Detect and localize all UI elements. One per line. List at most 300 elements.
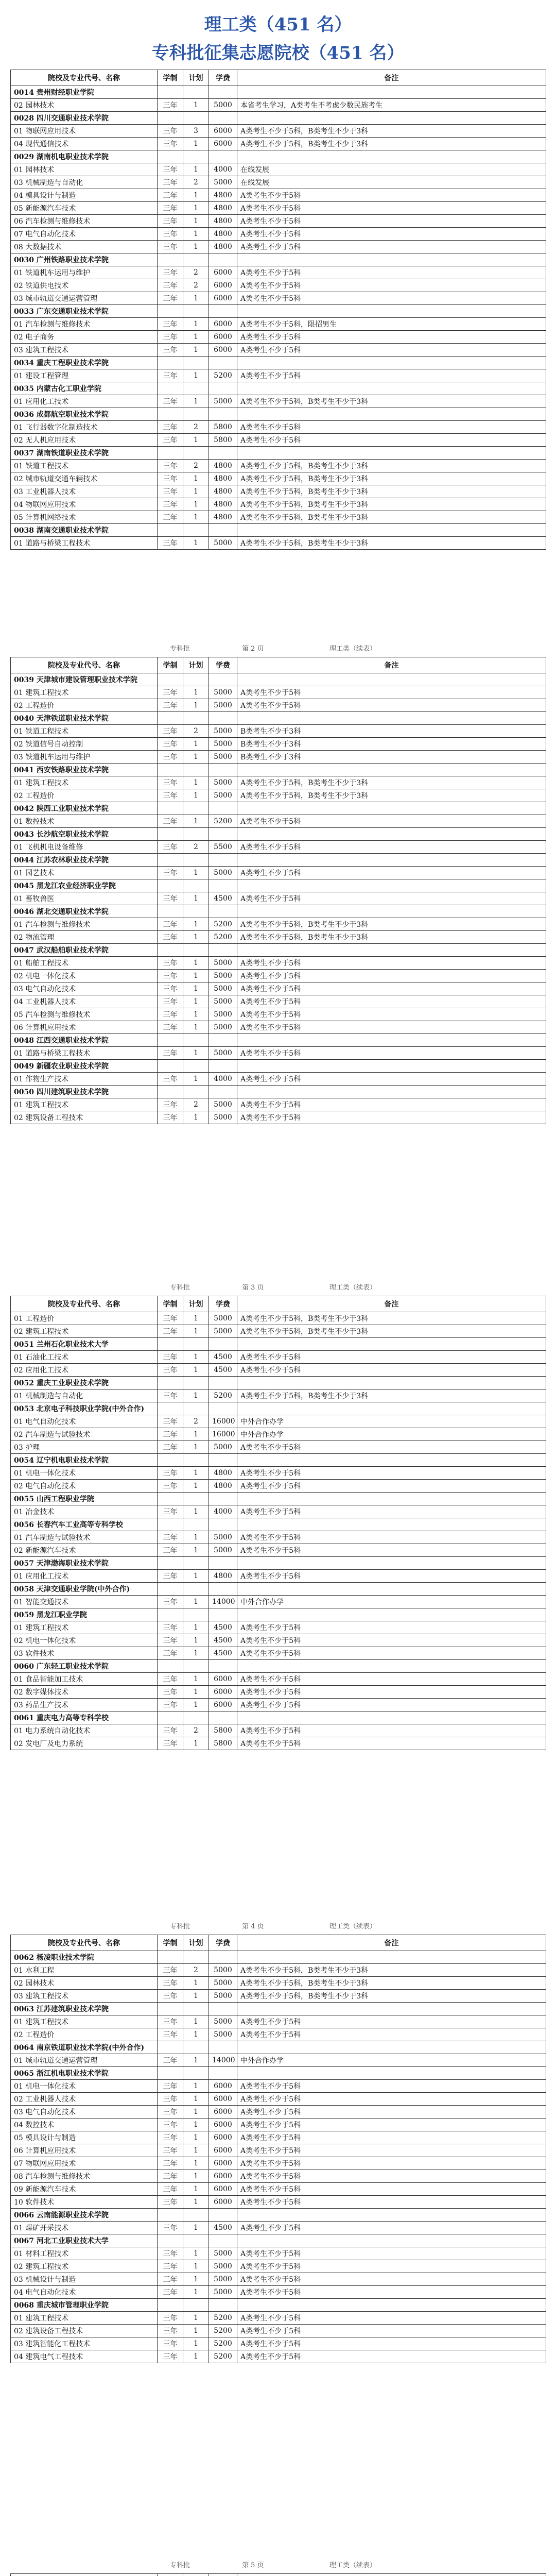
program-name: 0059 黑龙江职业学院 — [11, 1608, 158, 1621]
school-row — [11, 712, 546, 725]
program-name: 01 园林技术 — [11, 163, 158, 176]
table-row — [11, 1021, 546, 1034]
tuition: 6000 — [209, 2170, 237, 2183]
quota — [183, 673, 209, 686]
school-row — [11, 408, 546, 421]
school-row — [11, 447, 546, 460]
quota: 1 — [183, 99, 209, 112]
school-row — [11, 1583, 546, 1596]
quota — [183, 357, 209, 369]
table-row — [11, 1964, 546, 1977]
program-name: 04 工业机器人技术 — [11, 995, 158, 1008]
quota — [183, 1454, 209, 1467]
admission-table — [10, 1296, 546, 1750]
tuition: 4800 — [209, 1467, 237, 1480]
quota: 1 — [183, 331, 209, 344]
program-name: 01 飞行器数字化制造技术 — [11, 421, 158, 434]
duration: 三年 — [158, 1596, 183, 1608]
remarks: A类考生不少于5科 — [237, 982, 546, 995]
table-row — [11, 1428, 546, 1441]
remarks: A类考生不少于5科 — [237, 892, 546, 905]
tuition: 16000 — [209, 1415, 237, 1428]
tuition: 5000 — [209, 1098, 237, 1111]
program-name: 02 物流管理 — [11, 931, 158, 944]
table-row — [11, 841, 546, 854]
remarks: A类考生不少于5科 — [237, 1686, 546, 1699]
tuition — [209, 828, 237, 841]
duration — [158, 357, 183, 369]
table-row — [11, 2273, 546, 2286]
remarks — [237, 1518, 546, 1531]
remarks — [237, 712, 546, 725]
tuition: 6000 — [209, 1699, 237, 1711]
duration — [158, 802, 183, 815]
tuition: 6000 — [209, 2157, 237, 2170]
program-name: 04 现代通信技术 — [11, 138, 158, 150]
duration: 三年 — [158, 892, 183, 905]
quota: 1 — [183, 1686, 209, 1699]
school-row — [11, 2299, 546, 2312]
school-row — [11, 2003, 546, 2015]
tuition: 16000 — [209, 1428, 237, 1441]
quota: 1 — [183, 1428, 209, 1441]
remarks: A类考生不少于5科 — [237, 1647, 546, 1660]
program-name: 01 建设工程管理 — [11, 369, 158, 382]
quota: 1 — [183, 2157, 209, 2170]
duration: 三年 — [158, 957, 183, 970]
program-name: 0043 长沙航空职业技术学院 — [11, 828, 158, 841]
program-name: 0067 河北工业职业技术大学 — [11, 2234, 158, 2247]
duration — [158, 1454, 183, 1467]
program-name: 01 城市轨道交通运营管理 — [11, 2054, 158, 2067]
program-name: 01 电力系统自动化技术 — [11, 1724, 158, 1737]
remarks: A类考生不少于5科 — [237, 2196, 546, 2209]
remarks — [237, 1060, 546, 1073]
quota: 1 — [183, 163, 209, 176]
remarks: A类考生不少于5科 — [237, 1531, 546, 1544]
tuition: 5000 — [209, 982, 237, 995]
duration: 三年 — [158, 1990, 183, 2003]
tuition — [209, 112, 237, 125]
table-row — [11, 485, 546, 498]
duration: 三年 — [158, 1699, 183, 1711]
duration: 三年 — [158, 472, 183, 485]
duration — [158, 828, 183, 841]
table-row — [11, 957, 546, 970]
tuition: 5000 — [209, 1977, 237, 1990]
table-row — [11, 202, 546, 215]
duration: 三年 — [158, 485, 183, 498]
duration: 三年 — [158, 995, 183, 1008]
remarks: A类考生不少于5科，B类考生不少于3科 — [237, 511, 546, 524]
quota: 1 — [183, 1737, 209, 1750]
remarks: A类考生不少于5科，B类考生不少于3科 — [237, 125, 546, 138]
tuition: 4000 — [209, 163, 237, 176]
program-name: 01 道路与桥梁工程技术 — [11, 537, 158, 550]
program-name: 01 煤矿开采技术 — [11, 2222, 158, 2234]
tuition: 5200 — [209, 2337, 237, 2350]
tuition: 5000 — [209, 867, 237, 879]
program-name: 0063 江苏建筑职业技术学院 — [11, 2003, 158, 2015]
duration: 三年 — [158, 2286, 183, 2299]
quota: 1 — [183, 1977, 209, 1990]
school-row — [11, 1493, 546, 1505]
duration: 三年 — [158, 1480, 183, 1493]
table-row — [11, 163, 546, 176]
remarks — [237, 854, 546, 867]
school-row — [11, 253, 546, 266]
table-row — [11, 2247, 546, 2260]
admission-table — [10, 657, 546, 1124]
quota — [183, 2067, 209, 2080]
duration: 三年 — [158, 1737, 183, 1750]
table-row — [11, 1647, 546, 1660]
tuition: 5000 — [209, 395, 237, 408]
program-name: 02 工程造价 — [11, 699, 158, 712]
quota: 1 — [183, 776, 209, 789]
table-row — [11, 2337, 546, 2350]
quota: 2 — [183, 725, 209, 738]
table-row — [11, 434, 546, 447]
duration: 三年 — [158, 2337, 183, 2350]
table-row — [11, 2170, 546, 2183]
remarks: A类考生不少于5科 — [237, 2131, 546, 2144]
duration: 三年 — [158, 2015, 183, 2028]
quota: 1 — [183, 241, 209, 253]
duration — [158, 944, 183, 957]
quota — [183, 802, 209, 815]
tuition: 6000 — [209, 125, 237, 138]
table-row — [11, 1047, 546, 1060]
tuition: 14000 — [209, 2054, 237, 2067]
tuition: 5000 — [209, 725, 237, 738]
column-header: 学制 — [158, 657, 183, 673]
duration: 三年 — [158, 2119, 183, 2131]
duration: 三年 — [158, 1111, 183, 1124]
remarks: A类考生不少于5科 — [237, 1073, 546, 1086]
program-name: 05 新能源汽车技术 — [11, 202, 158, 215]
quota: 1 — [183, 472, 209, 485]
page-number: 第 4 页 — [242, 1923, 264, 1930]
table-row — [11, 1977, 546, 1990]
tuition: 5000 — [209, 1544, 237, 1557]
quota: 2 — [183, 841, 209, 854]
remarks: A类考生不少于5科，B类考生不少于3科 — [237, 1312, 546, 1325]
tuition: 5000 — [209, 2028, 237, 2041]
duration: 三年 — [158, 1724, 183, 1737]
program-name: 02 无人机应用技术 — [11, 434, 158, 447]
program-name: 10 软件技术 — [11, 2196, 158, 2209]
duration: 三年 — [158, 344, 183, 357]
quota: 2 — [183, 421, 209, 434]
program-name: 02 新能源汽车技术 — [11, 1544, 158, 1557]
table-header-row — [11, 657, 546, 673]
program-name: 03 建筑工程技术 — [11, 344, 158, 357]
program-name: 03 软件技术 — [11, 1647, 158, 1660]
duration — [158, 2299, 183, 2312]
duration: 三年 — [158, 215, 183, 228]
remarks: A类考生不少于5科 — [237, 1441, 546, 1454]
remarks — [237, 408, 546, 421]
table-row — [11, 215, 546, 228]
quota: 1 — [183, 1008, 209, 1021]
tuition — [209, 2299, 237, 2312]
program-name: 01 船舶工程技术 — [11, 957, 158, 970]
table-row — [11, 1686, 546, 1699]
duration: 三年 — [158, 970, 183, 982]
program-name: 03 建筑智能化工程技术 — [11, 2337, 158, 2350]
table-row — [11, 498, 546, 511]
quota: 1 — [183, 1467, 209, 1480]
column-header: 学费 — [209, 70, 237, 86]
quota: 1 — [183, 511, 209, 524]
program-name: 0047 武汉船舶职业技术学院 — [11, 944, 158, 957]
tuition: 5000 — [209, 776, 237, 789]
quota: 1 — [183, 2183, 209, 2196]
duration — [158, 1034, 183, 1047]
school-row — [11, 1454, 546, 1467]
duration: 三年 — [158, 434, 183, 447]
remarks: A类考生不少于5科 — [237, 1621, 546, 1634]
quota: 1 — [183, 918, 209, 931]
program-name: 0054 辽宁机电职业技术学院 — [11, 1454, 158, 1467]
remarks: A类考生不少于5科 — [237, 266, 546, 279]
program-name: 04 模具设计与制造 — [11, 189, 158, 202]
quota — [183, 382, 209, 395]
table-row — [11, 1008, 546, 1021]
quota: 1 — [183, 815, 209, 828]
program-name: 0036 成都航空职业技术学院 — [11, 408, 158, 421]
program-name: 0042 陕西工业职业技术学院 — [11, 802, 158, 815]
duration: 三年 — [158, 1467, 183, 1480]
column-header: 学制 — [158, 1935, 183, 1951]
program-name: 0049 新疆农业职业技术学院 — [11, 1060, 158, 1073]
program-name: 01 畜牧兽医 — [11, 892, 158, 905]
program-name: 0066 云南能源职业技术学院 — [11, 2209, 158, 2222]
table-row — [11, 421, 546, 434]
school-row — [11, 2067, 546, 2080]
page-header-left: 专科批 — [170, 1923, 190, 1930]
program-name: 0029 湖南机电职业技术学院 — [11, 150, 158, 163]
duration: 三年 — [158, 369, 183, 382]
duration: 三年 — [158, 918, 183, 931]
duration: 三年 — [158, 789, 183, 802]
duration: 三年 — [158, 931, 183, 944]
remarks: A类考生不少于5科 — [237, 867, 546, 879]
table-row — [11, 1480, 546, 1493]
tuition: 4800 — [209, 189, 237, 202]
quota: 1 — [183, 2325, 209, 2337]
table-row — [11, 279, 546, 292]
duration: 三年 — [158, 1505, 183, 1518]
quota: 1 — [183, 2080, 209, 2093]
duration: 三年 — [158, 2170, 183, 2183]
table-row — [11, 1073, 546, 1086]
quota — [183, 854, 209, 867]
quota: 1 — [183, 138, 209, 150]
tuition: 4800 — [209, 460, 237, 472]
tuition: 6000 — [209, 2119, 237, 2131]
program-name: 03 电气自动化技术 — [11, 982, 158, 995]
table-header-row — [11, 2574, 546, 2576]
quota: 2 — [183, 176, 209, 189]
duration: 三年 — [158, 686, 183, 699]
remarks: A类考生不少于5科，B类考生不少于3科 — [237, 485, 546, 498]
tuition — [209, 2041, 237, 2054]
duration — [158, 905, 183, 918]
remarks — [237, 1660, 546, 1673]
table-row — [11, 176, 546, 189]
tuition — [209, 1338, 237, 1351]
tuition — [209, 712, 237, 725]
remarks — [237, 2041, 546, 2054]
quota: 1 — [183, 982, 209, 995]
quota — [183, 905, 209, 918]
duration: 三年 — [158, 279, 183, 292]
remarks: A类考生不少于5科 — [237, 1570, 546, 1583]
program-name: 03 机械设计与制造 — [11, 2273, 158, 2286]
quota: 1 — [183, 2093, 209, 2106]
tuition — [209, 1608, 237, 1621]
page-header-left: 专科批 — [170, 645, 190, 653]
tuition: 5000 — [209, 176, 237, 189]
tuition: 5000 — [209, 1047, 237, 1060]
duration: 三年 — [158, 1415, 183, 1428]
duration: 三年 — [158, 163, 183, 176]
duration — [158, 2003, 183, 2015]
quota — [183, 2299, 209, 2312]
duration: 三年 — [158, 266, 183, 279]
remarks — [237, 305, 546, 318]
remarks: A类考生不少于5科 — [237, 1467, 546, 1480]
quota: 1 — [183, 1699, 209, 1711]
school-row — [11, 150, 546, 163]
tuition: 5800 — [209, 1737, 237, 1750]
duration: 三年 — [158, 1021, 183, 1034]
school-row — [11, 1402, 546, 1415]
duration — [158, 150, 183, 163]
duration — [158, 408, 183, 421]
program-name: 02 机电一体化技术 — [11, 1634, 158, 1647]
duration — [158, 1060, 183, 1073]
duration: 三年 — [158, 2196, 183, 2209]
quota: 1 — [183, 1389, 209, 1402]
program-name: 0060 广东轻工职业技术学院 — [11, 1660, 158, 1673]
remarks — [237, 86, 546, 99]
table-header-row — [11, 70, 546, 86]
quota: 1 — [183, 189, 209, 202]
school-row — [11, 1518, 546, 1531]
quota: 1 — [183, 1364, 209, 1377]
tuition — [209, 382, 237, 395]
remarks — [237, 1034, 546, 1047]
duration: 三年 — [158, 2054, 183, 2067]
table-row — [11, 266, 546, 279]
quota: 1 — [183, 2350, 209, 2363]
program-name: 04 电气自动化技术 — [11, 2286, 158, 2299]
quota: 1 — [183, 957, 209, 970]
remarks: A类考生不少于5科，B类考生不少于3科 — [237, 395, 546, 408]
table-row — [11, 1570, 546, 1583]
remarks — [237, 1583, 546, 1596]
duration: 三年 — [158, 331, 183, 344]
column-header: 院校及专业代号、名称 — [11, 70, 158, 86]
school-row — [11, 1951, 546, 1964]
table-row — [11, 1505, 546, 1518]
duration: 三年 — [158, 202, 183, 215]
quota: 1 — [183, 931, 209, 944]
table-row — [11, 2260, 546, 2273]
remarks: A类考生不少于5科 — [237, 2247, 546, 2260]
table-row — [11, 1325, 546, 1338]
quota — [183, 1518, 209, 1531]
tuition — [209, 1377, 237, 1389]
program-name: 02 铁道信号自动控制 — [11, 738, 158, 751]
duration — [158, 2234, 183, 2247]
remarks: A类考生不少于5科，B类考生不少于3科 — [237, 789, 546, 802]
program-name: 0028 四川交通职业技术学院 — [11, 112, 158, 125]
quota: 1 — [183, 1047, 209, 1060]
remarks: A类考生不少于5科，B类考生不少于3科 — [237, 138, 546, 150]
program-name: 01 建筑工程技术 — [11, 1098, 158, 1111]
tuition: 5000 — [209, 1964, 237, 1977]
quota: 1 — [183, 1596, 209, 1608]
quota: 1 — [183, 2222, 209, 2234]
tuition: 4800 — [209, 215, 237, 228]
tuition: 4800 — [209, 511, 237, 524]
quota: 1 — [183, 1673, 209, 1686]
duration: 三年 — [158, 751, 183, 764]
table-row — [11, 1531, 546, 1544]
table-row — [11, 1098, 546, 1111]
duration — [158, 1402, 183, 1415]
table-row — [11, 241, 546, 253]
program-name: 01 应用化工技术 — [11, 1570, 158, 1583]
column-header: 学制 — [158, 70, 183, 86]
remarks: A类考生不少于5科 — [237, 1047, 546, 1060]
tuition — [209, 1454, 237, 1467]
quota — [183, 2234, 209, 2247]
program-name: 01 铁道机车运用与维护 — [11, 266, 158, 279]
table-row — [11, 815, 546, 828]
column-header — [209, 2574, 237, 2576]
quota: 1 — [183, 1531, 209, 1544]
duration: 三年 — [158, 2247, 183, 2260]
remarks: A类考生不少于5科 — [237, 2144, 546, 2157]
program-name: 02 建筑设备工程技术 — [11, 1111, 158, 1124]
school-row — [11, 382, 546, 395]
quota: 1 — [183, 867, 209, 879]
duration — [158, 879, 183, 892]
duration: 三年 — [158, 1570, 183, 1583]
program-name: 02 工程造价 — [11, 789, 158, 802]
quota: 1 — [183, 1634, 209, 1647]
table-row — [11, 982, 546, 995]
remarks: A类考生不少于5科 — [237, 2337, 546, 2350]
page-header-right: 理工类（续表） — [329, 645, 377, 653]
remarks: B类考生不少于3科 — [237, 751, 546, 764]
tuition: 6000 — [209, 1686, 237, 1699]
quota: 1 — [183, 699, 209, 712]
school-row — [11, 357, 546, 369]
page-number: 第 2 页 — [242, 645, 264, 653]
table-row — [11, 1351, 546, 1364]
program-name: 01 建筑工程技术 — [11, 1621, 158, 1634]
duration: 三年 — [158, 1047, 183, 1060]
quota: 1 — [183, 1505, 209, 1518]
program-name: 01 汽车检测与维修技术 — [11, 918, 158, 931]
column-header: 学费 — [209, 1935, 237, 1951]
